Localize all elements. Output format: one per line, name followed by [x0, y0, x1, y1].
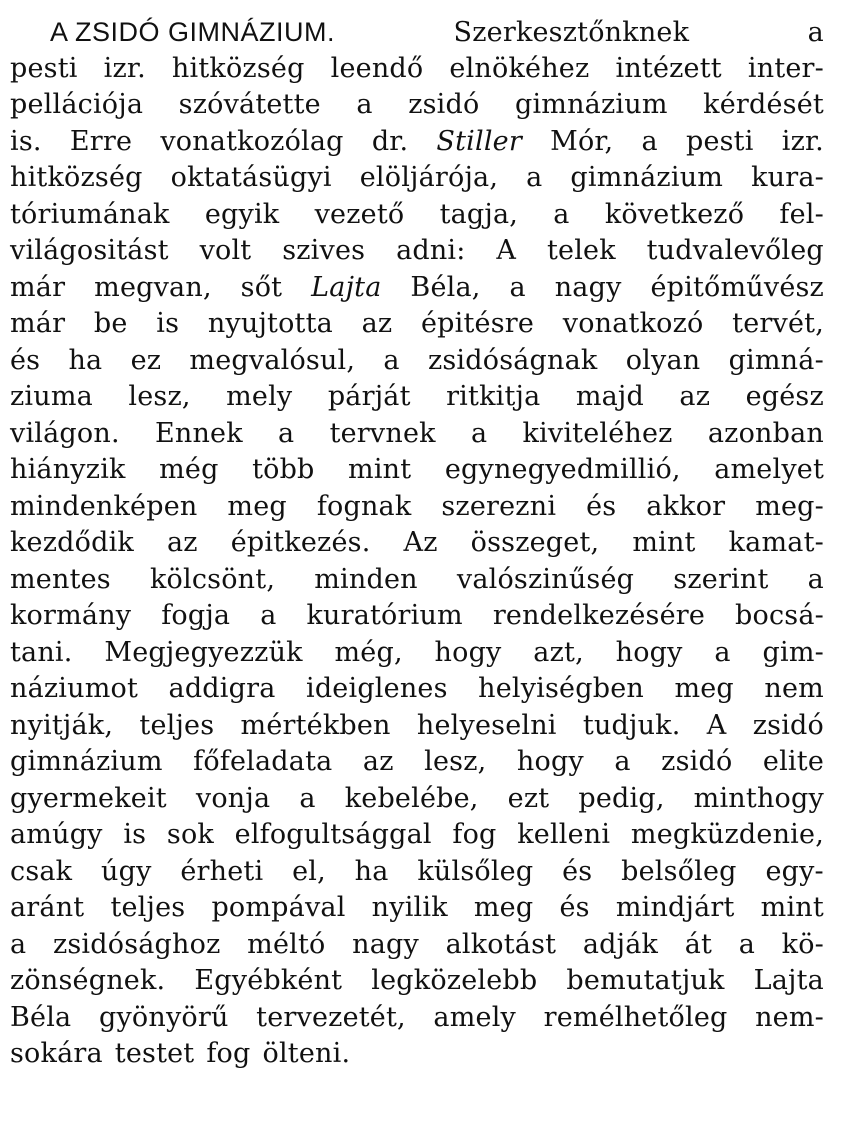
- word: vonatkozólag: [160, 125, 344, 157]
- article-line: [10, 124, 824, 161]
- word: amúgy: [10, 819, 103, 850]
- article-body: [10, 14, 824, 1073]
- article-line: [10, 562, 824, 599]
- word: vezető: [314, 198, 405, 230]
- word: tudvalevőleg: [646, 235, 824, 266]
- word: Mór,: [550, 125, 614, 157]
- word: és: [559, 892, 590, 923]
- word: Béla,: [410, 271, 481, 303]
- word: külsőleg: [417, 855, 534, 887]
- word: azt,: [533, 636, 584, 668]
- word: elite: [762, 746, 824, 777]
- word: csak: [10, 855, 73, 887]
- word: vonja: [195, 782, 271, 814]
- word: nyitják,: [10, 709, 114, 741]
- word: fog: [206, 1038, 251, 1069]
- word: gyermekeit: [10, 782, 167, 814]
- word: minden: [314, 563, 418, 595]
- word: tervnek: [329, 417, 436, 449]
- article-line: [10, 781, 824, 818]
- word: még: [159, 454, 219, 485]
- word: tani.: [10, 636, 73, 668]
- word: a: [470, 417, 488, 449]
- word: intézett: [615, 52, 722, 84]
- word: dr.: [371, 125, 409, 157]
- word: a: [526, 162, 543, 193]
- word: kebelébe,: [344, 782, 479, 814]
- article-line: [10, 233, 824, 270]
- word: oktatásügyi: [170, 162, 332, 193]
- word: minthogy: [693, 782, 824, 814]
- word: meg: [473, 892, 534, 923]
- word: főfeladata: [193, 746, 333, 777]
- word: adni:: [396, 235, 466, 266]
- word: hogy: [615, 636, 683, 668]
- word: összeget,: [470, 527, 600, 558]
- word: kelleni: [517, 819, 611, 850]
- word: épitésre: [421, 308, 535, 339]
- word: A: [706, 709, 727, 741]
- word: leendő: [330, 52, 424, 84]
- word: Béla: [10, 1001, 72, 1033]
- word: még,: [334, 636, 403, 668]
- word: aránt: [10, 892, 85, 923]
- word: Megjegyezzük: [104, 636, 303, 668]
- article-line: [10, 744, 824, 781]
- article-line: [10, 306, 824, 343]
- word: kölcsönt,: [150, 563, 276, 595]
- article-line: [10, 197, 824, 234]
- word: is: [123, 819, 147, 850]
- word: akkor: [646, 490, 726, 522]
- word: tervezetét,: [256, 1001, 406, 1033]
- word: szives: [282, 235, 366, 266]
- word: fognak: [316, 490, 412, 522]
- word: mely: [226, 381, 293, 412]
- article-line: [10, 671, 824, 708]
- word: meg: [674, 673, 734, 704]
- word: zsidó: [752, 709, 824, 741]
- word: mint: [760, 892, 824, 923]
- word: tagja,: [439, 198, 519, 230]
- word: a: [509, 271, 526, 303]
- word: izr.: [103, 52, 146, 84]
- word: a: [807, 563, 824, 595]
- word: zsidósághoz: [52, 928, 221, 960]
- article-line: [10, 14, 824, 51]
- word: mértékben: [240, 709, 391, 741]
- word: inter-: [747, 52, 824, 84]
- word: megvalósul,: [189, 344, 356, 376]
- word: pellációja: [10, 89, 144, 120]
- word: belsőleg: [621, 855, 737, 887]
- word: kérdését: [703, 89, 824, 120]
- word: a: [278, 417, 295, 449]
- word: ölteni.: [262, 1038, 351, 1069]
- word: megküzdenie,: [630, 819, 824, 850]
- word: tudjuk.: [582, 709, 681, 741]
- word: fel-: [779, 198, 824, 230]
- article-line: [10, 379, 824, 416]
- word: zsidóságnak: [427, 344, 598, 376]
- word: világositást: [10, 235, 169, 266]
- word: több: [252, 454, 315, 485]
- word: ha: [354, 855, 389, 887]
- word: már: [10, 271, 66, 303]
- word: egyik: [204, 198, 280, 230]
- word: testet: [114, 1038, 195, 1069]
- article-line: [10, 854, 824, 891]
- word: zönségnek.: [10, 965, 166, 996]
- word: helyeselni: [416, 709, 557, 741]
- article-line: [10, 489, 824, 526]
- word: kiviteléhez: [522, 417, 673, 449]
- word: legközelebb: [371, 965, 538, 996]
- article-line: [10, 708, 824, 745]
- article-line: [10, 525, 824, 562]
- word: zsidó: [661, 746, 733, 777]
- word: azonban: [707, 417, 824, 449]
- word: meg-: [755, 490, 824, 522]
- word: lesz,: [424, 746, 487, 777]
- word: át: [684, 928, 713, 960]
- article-line: [10, 270, 824, 307]
- word: a: [738, 928, 756, 960]
- word: pedig,: [578, 782, 665, 814]
- word: olyan: [625, 344, 701, 376]
- word: mint: [348, 454, 412, 485]
- article-line: [10, 87, 824, 124]
- word: következő: [604, 198, 745, 230]
- word: a: [553, 198, 570, 230]
- word: sőt: [240, 271, 283, 303]
- word: kamat-: [728, 527, 824, 558]
- article-heading: A ZSIDÓ GIMNÁZIUM.: [50, 17, 336, 47]
- word: épitőművész: [650, 271, 824, 303]
- word: a: [614, 746, 631, 777]
- word: izr.: [781, 125, 824, 157]
- word: ha: [68, 344, 103, 376]
- word: tóriumának: [10, 198, 170, 230]
- word: párját: [327, 381, 411, 412]
- word: teljes: [110, 892, 186, 923]
- word: kö-: [781, 928, 824, 960]
- article-line: [10, 598, 824, 635]
- word: pompával: [211, 892, 346, 923]
- word: a: [807, 17, 824, 48]
- word: gimná-: [728, 344, 824, 376]
- article-line: [10, 51, 824, 88]
- word: is: [156, 308, 180, 339]
- word: mindenképen: [10, 490, 198, 522]
- word: ideiglenes: [305, 673, 448, 704]
- word: és: [586, 490, 617, 522]
- word: gyönyörű: [98, 1001, 229, 1033]
- word: be: [93, 308, 128, 339]
- word: elnökéhez: [449, 52, 590, 84]
- word: zsidó: [408, 89, 480, 120]
- word: adják: [582, 928, 659, 960]
- word: majd: [575, 381, 644, 412]
- word: elfogultsággal: [234, 819, 432, 850]
- word: világon.: [10, 417, 120, 449]
- word: lesz,: [128, 381, 191, 412]
- word: az: [167, 527, 198, 558]
- word: is.: [10, 125, 42, 157]
- word: ez: [130, 344, 162, 376]
- word: kuratórium: [306, 600, 463, 631]
- article-line: [10, 927, 824, 964]
- word: sokára: [10, 1038, 103, 1069]
- article-line: [10, 343, 824, 380]
- word: a: [260, 600, 277, 631]
- word: egész: [745, 381, 824, 412]
- word: pesti: [10, 52, 78, 84]
- word: kezdődik: [10, 527, 134, 558]
- word: egynegyedmillió,: [444, 454, 681, 485]
- word: hiányzik: [10, 454, 126, 485]
- word: a: [714, 636, 731, 668]
- word: bemutatjuk: [566, 965, 725, 996]
- word: kormány: [10, 600, 132, 631]
- word: remélhetőleg: [543, 1001, 728, 1033]
- word: meg: [227, 490, 287, 522]
- article-line: [10, 416, 824, 453]
- word: bocsá-: [735, 600, 824, 631]
- word: a: [299, 782, 316, 814]
- word: Az: [403, 527, 438, 558]
- word: épitkezés.: [230, 527, 371, 558]
- word: mindjárt: [615, 892, 735, 923]
- word: az: [362, 746, 394, 777]
- word: a: [641, 125, 658, 157]
- word: nagy: [554, 271, 622, 303]
- word: pesti: [685, 125, 754, 157]
- word: ritkitja: [446, 381, 541, 412]
- word: már: [10, 308, 66, 339]
- word: nyilik: [371, 892, 448, 923]
- word: fogja: [161, 600, 231, 631]
- word: nem-: [755, 1001, 824, 1033]
- word: náziumot: [10, 673, 139, 704]
- word: rendelkezésére: [492, 600, 706, 631]
- word: Ennek: [154, 417, 243, 449]
- word: és: [562, 855, 593, 887]
- word: és: [10, 344, 41, 376]
- word: amely: [433, 1001, 516, 1033]
- word: telek: [546, 235, 616, 266]
- word: szerezni: [441, 490, 557, 522]
- word: sok: [166, 819, 214, 850]
- word: addigra: [168, 673, 276, 704]
- word: Stiller: [436, 125, 522, 157]
- word: ezt: [507, 782, 550, 814]
- word: amelyet: [714, 454, 824, 485]
- article-line: [10, 817, 824, 854]
- article-line: [10, 963, 824, 1000]
- word: hitközség: [10, 162, 143, 193]
- word: Lajta: [753, 965, 824, 996]
- article-line: [10, 1000, 824, 1037]
- word: hogy: [434, 636, 502, 668]
- word: nagy: [352, 928, 419, 960]
- word: érheti: [180, 855, 264, 887]
- article-line: [10, 160, 824, 197]
- word: a: [383, 344, 400, 376]
- word: gim-: [762, 636, 824, 668]
- word: nyujtotta: [207, 308, 333, 339]
- article-line: [10, 890, 824, 927]
- word: fog: [452, 819, 497, 850]
- word: Erre: [69, 125, 133, 157]
- word: tervét,: [732, 308, 824, 339]
- word: valószinűség: [456, 563, 635, 595]
- word: helyiségben: [478, 673, 644, 704]
- word: elöljárója,: [359, 162, 499, 193]
- word: az: [679, 381, 711, 412]
- article-line: [10, 1036, 824, 1073]
- word: megvan,: [94, 271, 212, 303]
- word: hitközség: [171, 52, 305, 84]
- word: mint: [632, 527, 696, 558]
- word: kura-: [751, 162, 824, 193]
- article-line: [10, 452, 824, 489]
- word: hogy: [516, 746, 584, 777]
- word: egy-: [765, 855, 824, 887]
- word: teljes: [139, 709, 215, 741]
- word: alkotást: [445, 928, 557, 960]
- word: Lajta: [311, 271, 382, 303]
- word: szóvátette: [178, 89, 321, 120]
- article-line: [10, 635, 824, 672]
- word: méltó: [247, 928, 326, 960]
- word: ziuma: [10, 381, 93, 412]
- word: A: [496, 235, 517, 266]
- word: a: [356, 89, 373, 120]
- word: Szerkesztőnknek: [453, 17, 690, 48]
- word: úgy: [101, 855, 152, 887]
- word: az: [361, 308, 393, 339]
- word: mentes: [10, 563, 111, 595]
- word: el,: [292, 855, 326, 887]
- word: nem: [764, 673, 824, 704]
- word: vonatkozó: [562, 308, 704, 339]
- word: gimnázium: [570, 162, 724, 193]
- word: a: [10, 928, 27, 960]
- word: gimnázium: [514, 89, 668, 120]
- word: volt: [199, 235, 252, 266]
- word: gimnázium: [10, 746, 163, 777]
- word: Egyébként: [194, 965, 343, 996]
- word: szerint: [673, 563, 769, 595]
